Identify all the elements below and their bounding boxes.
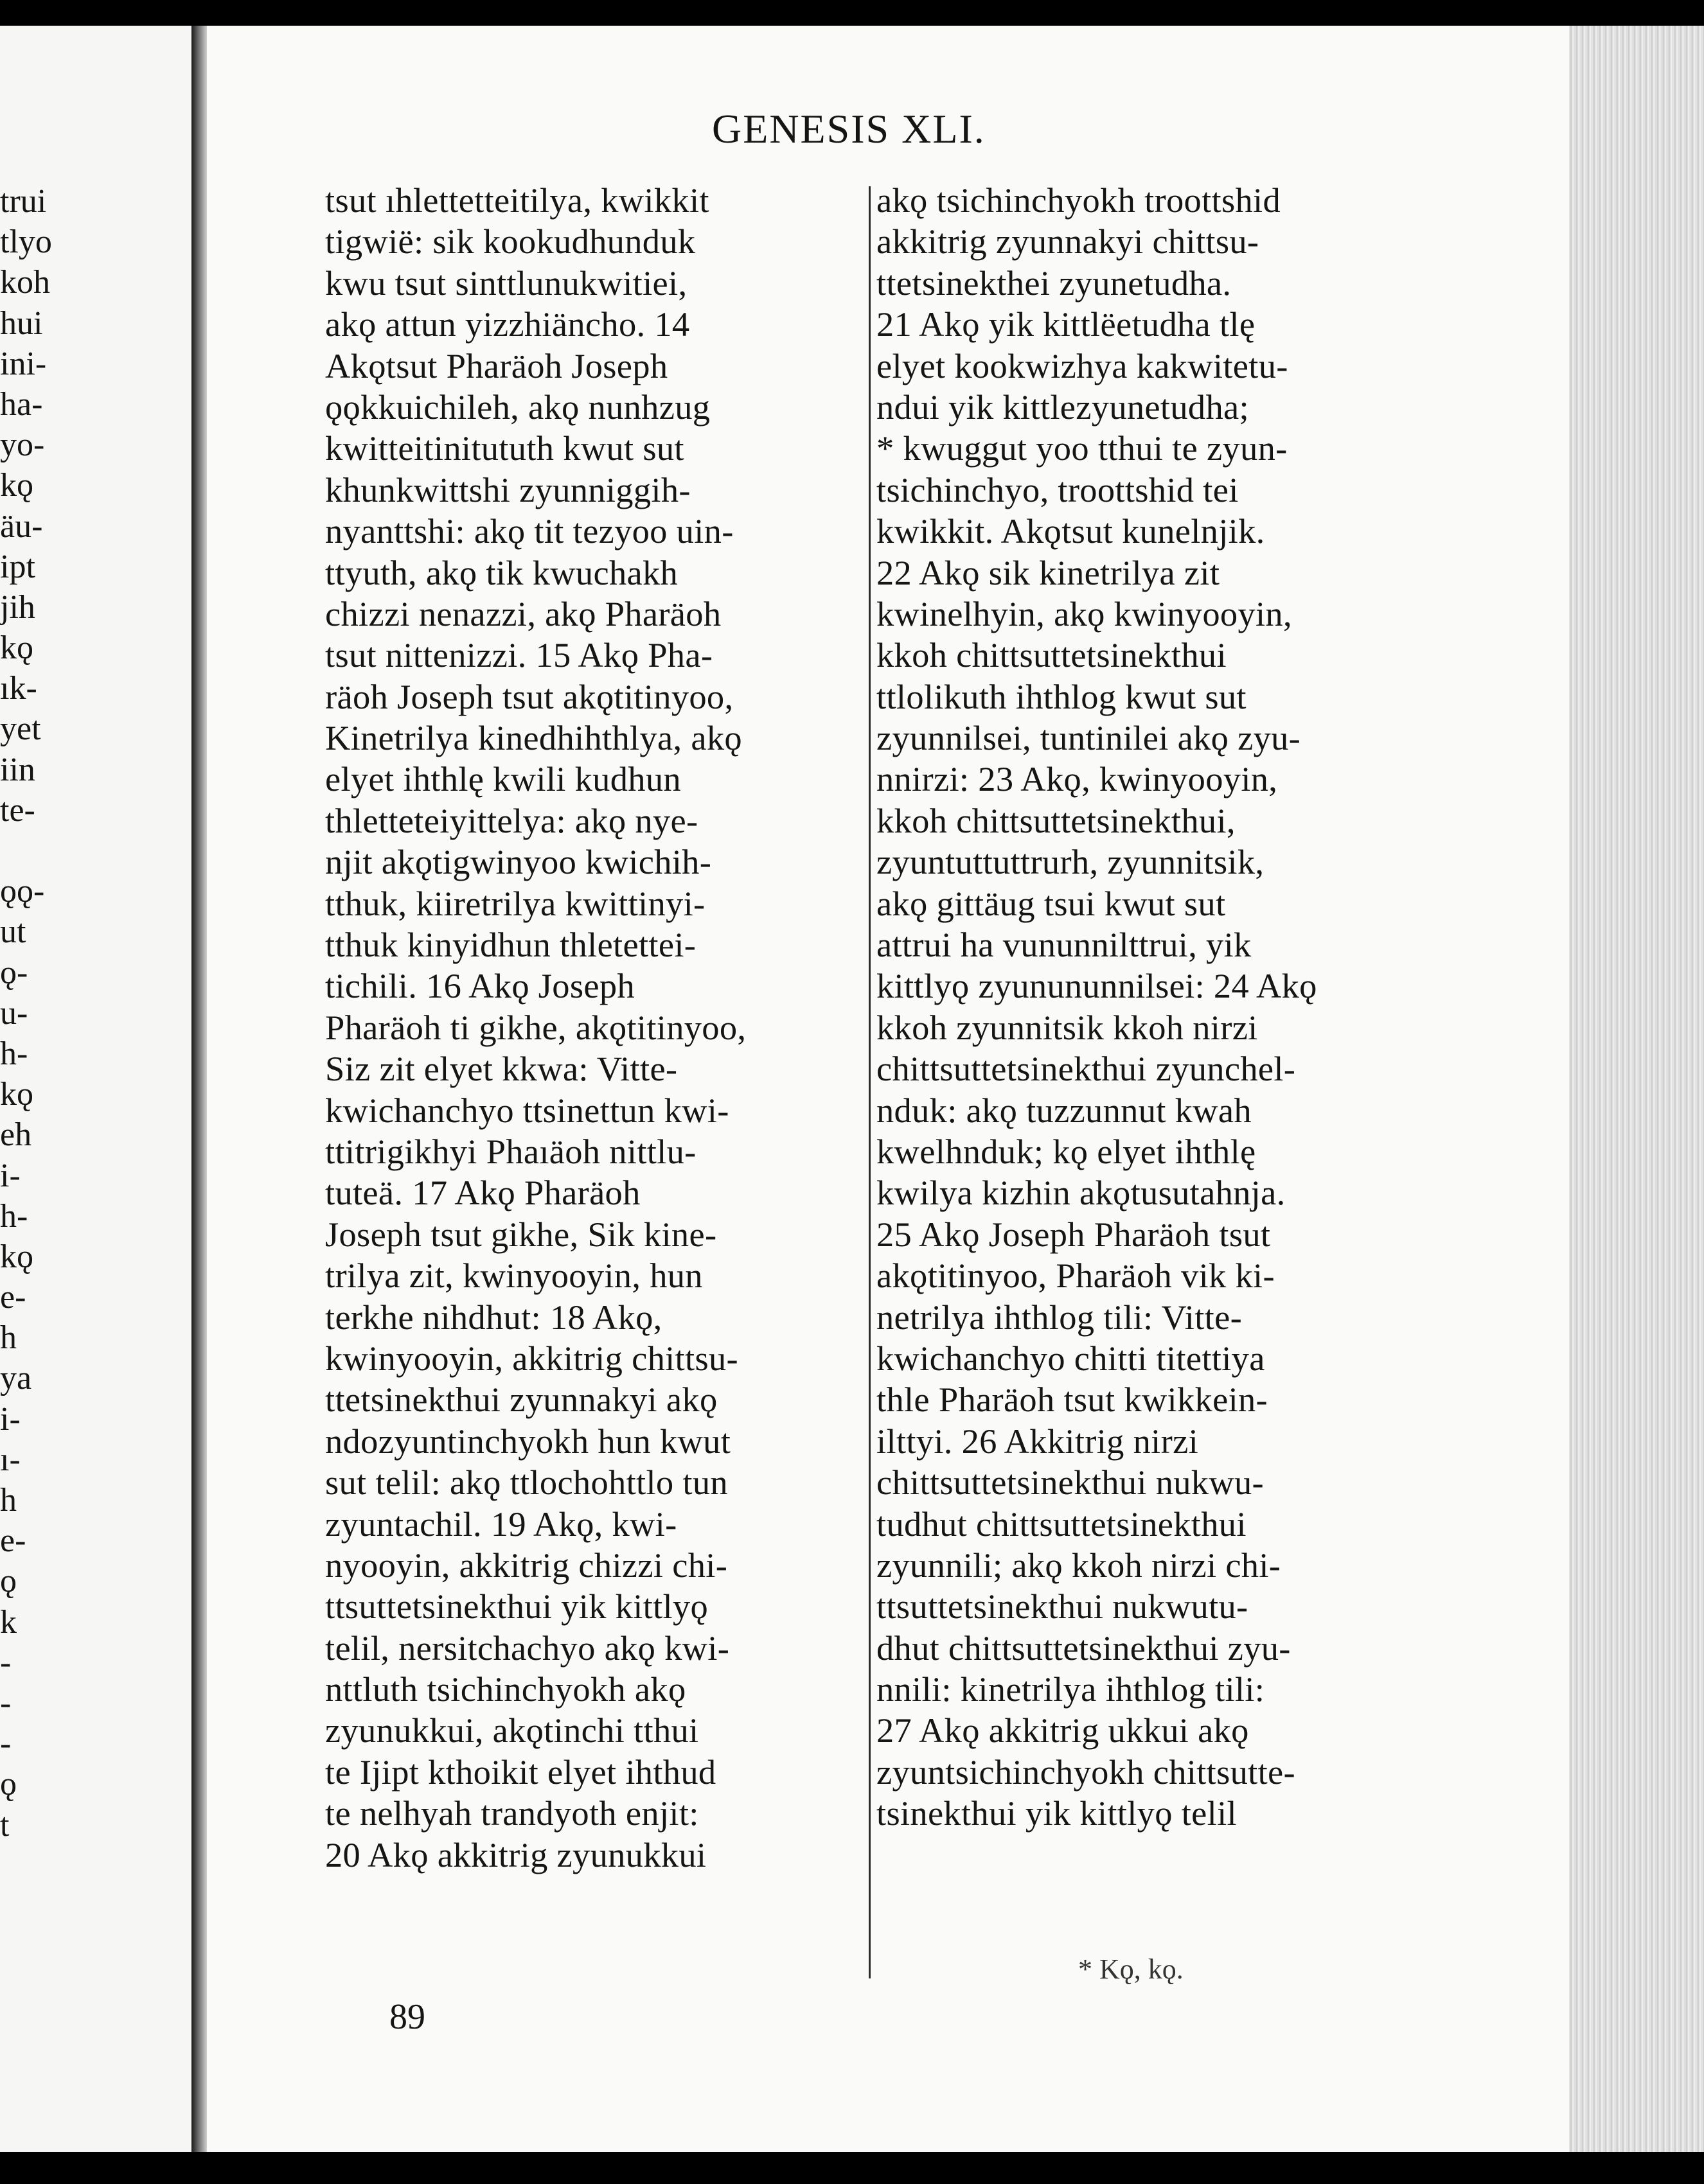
text-line: zyunnili; akǫ kkoh nirzi chi- <box>876 1545 1281 1585</box>
text-line: zyuntuttuttrurh, zyunnitsik, <box>876 842 1265 882</box>
left-page-fragment: h <box>0 1319 17 1357</box>
left-page-fragment: - <box>0 1684 12 1722</box>
left-page-fragment: äu- <box>0 507 43 545</box>
text-line: ttlolikuth ihthlog kwut sut <box>876 676 1247 716</box>
left-page-fragment: h <box>0 1482 17 1519</box>
left-page-fragment: te- <box>0 791 35 829</box>
column-rule <box>869 186 871 1978</box>
left-page-fragment: koh <box>0 264 50 301</box>
left-page-fragment: i- <box>0 1400 21 1438</box>
text-line: * kwuggut yoo tthui te zyun- <box>876 428 1288 468</box>
left-page-fragment: ut <box>0 913 26 951</box>
text-line: kwinelhyin, akǫ kwinyooyin, <box>876 594 1292 633</box>
page-edge <box>1569 26 1704 2152</box>
left-page-fragment: e- <box>0 1522 26 1560</box>
left-page-fragment: e- <box>0 1279 26 1316</box>
left-page-fragment: jih <box>0 588 35 626</box>
text-line: Joseph tsut gikhe, Sik kine- <box>325 1214 717 1254</box>
text-line: Pharäoh ti gikhe, akǫtitinyoo, <box>325 1007 747 1047</box>
text-line: thle Pharäoh tsut kwikkein- <box>876 1380 1268 1420</box>
text-line: chittsuttetsinekthui zyunchel- <box>876 1049 1296 1089</box>
text-line: kwu tsut sinttlunukwitiei, <box>325 263 688 303</box>
text-line: elyet kookwizhya kakwitetu- <box>876 346 1288 385</box>
text-line: attrui ha vununnilttrui, yik <box>876 925 1252 965</box>
book-gutter <box>191 26 207 2152</box>
text-line: ttetsinekthui zyunnakyi akǫ <box>325 1380 718 1420</box>
text-line: chittsuttetsinekthui nukwu- <box>876 1463 1264 1502</box>
text-line: 21 Akǫ yik kittlëetudha tlę <box>876 304 1256 344</box>
text-line: kkoh zyunnitsik kkoh nirzi <box>876 1007 1258 1047</box>
left-page-fragment: h- <box>0 1197 28 1235</box>
text-line: ttsuttetsinekthui yik kittlyǫ <box>325 1587 709 1626</box>
text-line: nyanttshi: akǫ tit tezyoo uin- <box>325 511 734 551</box>
text-line: ndozyuntinchyokh hun kwut <box>325 1421 731 1461</box>
text-line: 20 Akǫ akkitrig zyunukkui <box>325 1835 707 1874</box>
text-line: ilttyi. 26 Akkitrig nirzi <box>876 1421 1199 1461</box>
left-page-fragment: u- <box>0 994 28 1032</box>
text-line: nttluth tsichinchyokh akǫ <box>325 1669 686 1709</box>
text-line: nyooyin, akkitrig chizzi chi- <box>325 1545 728 1585</box>
left-page <box>0 26 191 2152</box>
left-page-fragment: hui <box>0 304 43 342</box>
left-page-fragment <box>0 831 52 871</box>
text-line: nnili: kinetrilya ihthlog tili: <box>876 1669 1265 1709</box>
text-line: ttetsinekthei zyunetudha. <box>876 263 1232 303</box>
text-line: tsichinchyo, troottshid tei <box>876 470 1239 509</box>
text-line: ǫǫkkuichileh, akǫ nunhzug <box>325 387 711 427</box>
left-page-fragment: - <box>0 1725 12 1763</box>
text-line: kkoh chittsuttetsinekthui <box>876 635 1227 675</box>
text-line: akǫ gittäug tsui kwut sut <box>876 883 1226 923</box>
text-line: kittlyǫ zyunununnilsei: 24 Akǫ <box>876 966 1317 1006</box>
text-line: räoh Joseph tsut akǫtitinyoo, <box>325 676 734 716</box>
text-line: dhut chittsuttetsinekthui zyu- <box>876 1628 1291 1668</box>
text-line: zyunnilsei, tuntinilei akǫ zyu- <box>876 718 1301 758</box>
text-line: trilya zit, kwinyooyin, hun <box>325 1256 703 1296</box>
text-line: kwikkit. Akǫtsut kunelnjik. <box>876 511 1265 551</box>
text-line: ndui yik kittlezyunetudha; <box>876 387 1249 427</box>
left-page-fragment: ık- <box>0 670 37 707</box>
text-line: akǫ attun yizzhiäncho. 14 <box>325 304 690 344</box>
left-page-fragment: iin <box>0 751 35 788</box>
text-line: Akǫtsut Pharäoh Joseph <box>325 346 668 385</box>
text-line: ttsuttetsinekthui nukwutu- <box>876 1587 1248 1626</box>
left-page-fragment: h- <box>0 1035 28 1072</box>
text-line: 27 Akǫ akkitrig ukkui akǫ <box>876 1711 1249 1750</box>
text-line: telil, nersitchachyo akǫ kwi- <box>325 1628 730 1668</box>
text-line: khunkwittshi zyunniggih- <box>325 470 691 509</box>
left-page-fragment: t <box>0 1806 10 1844</box>
text-line: tthuk kinyidhun thletettei- <box>325 925 697 965</box>
left-page-fragment: ǫǫ- <box>0 873 45 910</box>
text-line: ttitrigikhyi Phaıäoh nittlu- <box>325 1131 697 1171</box>
text-column-right <box>876 180 1416 1835</box>
text-line: te nelhyah trandyoth enjit: <box>325 1793 699 1833</box>
text-line: kwichanchyo ttsinettun kwi- <box>325 1090 729 1130</box>
running-header: GENESIS XLI. <box>712 106 986 152</box>
text-line: akkitrig zyunnakyi chittsu- <box>876 222 1259 261</box>
text-line: Kinetrilya kinedhihthlya, akǫ <box>325 718 742 758</box>
text-line: tthuk, kiiretrilya kwittinyi- <box>325 883 706 923</box>
page-number: 89 <box>389 1997 425 2037</box>
text-line: akǫ tsichinchyokh troottshid <box>876 181 1281 220</box>
left-page-fragment: trui <box>0 183 47 220</box>
text-line: tichili. 16 Akǫ Joseph <box>325 966 635 1006</box>
left-page-fragment: ini- <box>0 345 47 382</box>
text-line: zyuntachil. 19 Akǫ, kwi- <box>325 1504 677 1544</box>
text-line: akǫtitinyoo, Pharäoh vik ki- <box>876 1256 1275 1296</box>
left-page-fragment: ya <box>0 1360 32 1397</box>
text-column-left <box>325 180 839 1876</box>
text-line: kwilya kizhin akǫtusutahnja. <box>876 1173 1286 1213</box>
text-line: ttyuth, akǫ tik kwuchakh <box>325 552 679 592</box>
text-line: te Ijipt kthoikit elyet ihthud <box>325 1752 716 1792</box>
text-line: chizzi nenazzi, akǫ Pharäoh <box>325 594 722 633</box>
text-line: njit akǫtigwinyoo kwichih- <box>325 842 712 882</box>
left-page-fragment: ǫ <box>0 1563 17 1600</box>
text-line: tsinekthui yik kittlyǫ telil <box>876 1793 1237 1833</box>
text-line: elyet ihthlę kwili kudhun <box>325 759 681 799</box>
text-line: terkhe nihdhut: 18 Akǫ, <box>325 1297 662 1337</box>
text-line: netrilya ihthlog tili: Vitte- <box>876 1297 1243 1337</box>
text-line: kwinyooyin, akkitrig chittsu- <box>325 1338 738 1378</box>
text-line: tsut nittenizzi. 15 Akǫ Pha- <box>325 635 713 675</box>
text-line: 22 Akǫ sik kinetrilya zit <box>876 552 1220 592</box>
left-page-fragment: yo- <box>0 427 45 464</box>
left-page-fragment: - <box>0 1644 12 1681</box>
text-line: nnirzi: 23 Akǫ, kwinyooyin, <box>876 759 1278 799</box>
text-line: nduk: akǫ tuzzunnut kwah <box>876 1090 1252 1130</box>
text-line: kwichanchyo chitti titettiya <box>876 1338 1265 1378</box>
left-page-fragments <box>0 181 52 1845</box>
text-line: zyunukkui, akǫtinchi tthui <box>325 1711 699 1750</box>
left-page-fragment: ha- <box>0 385 43 423</box>
left-page-fragment: kǫ <box>0 630 33 667</box>
text-line: tsut ıhlettetteitilya, kwikkit <box>325 181 709 220</box>
text-line: kwelhnduk; kǫ elyet ihthlę <box>876 1131 1256 1171</box>
text-line: 25 Akǫ Joseph Pharäoh tsut <box>876 1214 1271 1254</box>
left-page-fragment: ǫ- <box>0 954 28 991</box>
text-line: kwitteitinitututh kwut sut <box>325 428 684 468</box>
text-line: kkoh chittsuttetsinekthui, <box>876 800 1236 840</box>
left-page-fragment: kǫ <box>0 1238 33 1275</box>
left-page-fragment: ı- <box>0 1441 21 1478</box>
left-page-fragment: kǫ <box>0 1076 33 1113</box>
text-line: Siz zit elyet kkwa: Vitte- <box>325 1049 678 1089</box>
text-line: thletteteiyittelya: akǫ nye- <box>325 800 698 840</box>
left-page-fragment: i- <box>0 1157 21 1194</box>
footnote: * Kǫ, kǫ. <box>1078 1953 1184 1985</box>
left-page-fragment: tlyo <box>0 224 52 261</box>
text-line: tigwië: sik kookudhunduk <box>325 222 696 261</box>
left-page-fragment: eh <box>0 1116 32 1154</box>
text-line: tudhut chittsuttetsinekthui <box>876 1504 1247 1544</box>
left-page-fragment: k <box>0 1603 17 1641</box>
left-page-fragment: ǫ <box>0 1766 17 1803</box>
left-page-fragment: kǫ <box>0 467 33 504</box>
left-page-fragment: yet <box>0 710 41 748</box>
left-page-fragment: ipt <box>0 548 35 585</box>
text-line: tuteä. 17 Akǫ Pharäoh <box>325 1173 641 1213</box>
text-line: zyuntsichinchyokh chittsutte- <box>876 1752 1295 1792</box>
text-line: sut telil: akǫ ttlochohttlo tun <box>325 1463 728 1502</box>
